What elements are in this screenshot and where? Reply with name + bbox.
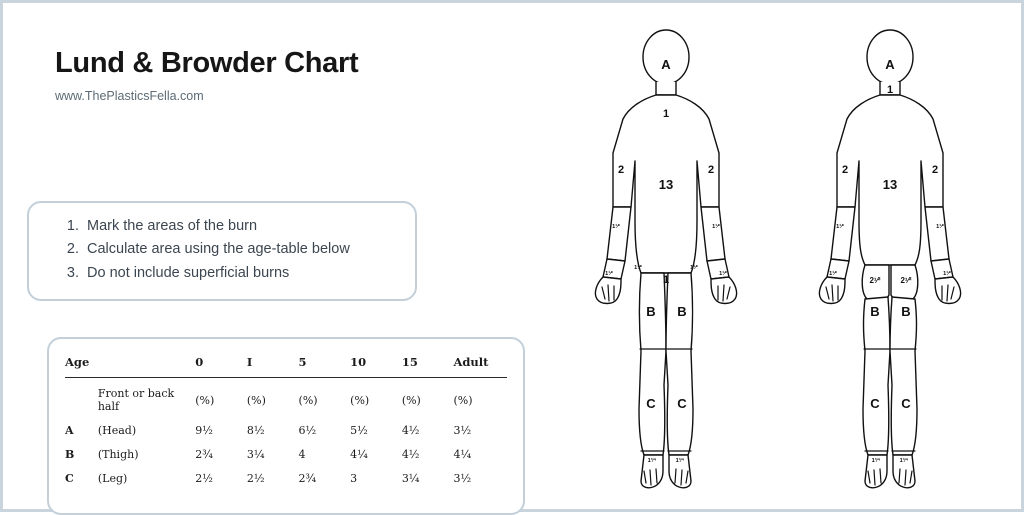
cell-value: 3¼ <box>246 448 265 461</box>
label-back-shoulder-right: 2 <box>931 164 939 176</box>
cell-value: 4½ <box>401 424 420 437</box>
cell-value: 4¼ <box>350 448 368 461</box>
age-table-panel <box>47 337 525 515</box>
label-back-neck: 1 <box>886 84 894 96</box>
label-back-leg-left: C <box>870 396 880 411</box>
table-row <box>65 467 507 491</box>
label-back-leg-right: C <box>901 396 911 411</box>
cell-value: (%) <box>350 393 370 407</box>
instruction-item: 2. Calculate area using the age-table below <box>83 238 397 261</box>
label-front-foot-right: 1³⁄⁴ <box>675 458 685 464</box>
cell-value: 3½ <box>453 424 472 437</box>
row-desc: (Head) <box>97 424 137 437</box>
cell-value: 3 <box>350 472 358 485</box>
posterior-body-diagram <box>819 30 960 488</box>
body-diagrams <box>551 11 1021 507</box>
row-label: B <box>65 448 75 461</box>
cell-value: (%) <box>453 393 473 407</box>
label-back-buttock-right: 2¹⁄² <box>900 276 912 285</box>
instruction-item: 1. Mark the areas of the burn <box>83 215 397 238</box>
label-back-shoulder-left: 2 <box>841 164 849 176</box>
label-back-head: A <box>885 57 895 72</box>
label-front-hand-right: 1¹⁄² <box>719 271 727 277</box>
age-percentage-table <box>65 353 507 491</box>
label-back-hand-right: 1¹⁄² <box>943 271 951 277</box>
label-back-trunk: 13 <box>882 177 898 192</box>
page-title: Lund & Browder Chart <box>55 47 359 79</box>
label-front-leg-right: C <box>677 396 687 411</box>
label-back-hand-left: 1¹⁄² <box>829 271 837 277</box>
label-front-foot-left: 1³⁄⁴ <box>647 458 657 464</box>
body-diagram-svg <box>551 11 1021 507</box>
title-block <box>55 47 358 103</box>
label-front-neck: 1 <box>662 108 670 120</box>
label-front-groin-right: 1¹⁄² <box>690 265 698 271</box>
label-back-thigh-right: B <box>901 304 911 319</box>
cell-value: 4¼ <box>453 448 472 461</box>
cell-value: (%) <box>401 393 421 407</box>
label-back-forearm-left: 1¹⁄² <box>836 224 844 230</box>
cell-value: (%) <box>298 393 318 407</box>
cell-value: 2½ <box>195 472 213 485</box>
col-header-15: 15 <box>402 353 454 378</box>
col-header-age: Age <box>65 353 98 378</box>
cell-value: 9½ <box>195 424 213 437</box>
label-front-shoulder-right: 2 <box>707 164 715 176</box>
cell-value: 4 <box>298 448 306 461</box>
row-desc: (Thigh) <box>97 448 139 461</box>
table-header-row <box>65 353 507 378</box>
instruction-item: 3. Do not include superficial burns <box>83 262 397 285</box>
col-header-adult: Adult <box>453 353 507 378</box>
row-label <box>65 378 98 419</box>
col-header-5: 5 <box>299 353 351 378</box>
cell-value: 4½ <box>401 448 420 461</box>
col-header-0: 0 <box>195 353 247 378</box>
cell-value: 2¾ <box>298 472 317 485</box>
label-front-trunk: 13 <box>658 177 674 192</box>
col-header-1: I <box>247 353 299 378</box>
label-front-forearm-left: 1¹⁄² <box>612 224 620 230</box>
row-label: A <box>65 424 74 437</box>
label-front-shoulder-left: 2 <box>617 164 625 176</box>
col-header-10: 10 <box>350 353 402 378</box>
site-url: www.ThePlasticsFella.com <box>55 89 204 103</box>
cell-value: 2½ <box>246 472 265 485</box>
label-front-groin-left: 1¹⁄² <box>634 265 642 271</box>
table-row <box>65 378 507 419</box>
cell-value: 3¼ <box>401 472 420 485</box>
label-back-buttock-left: 2¹⁄² <box>869 276 881 285</box>
label-back-forearm-right: 1¹⁄² <box>936 224 944 230</box>
col-header-blank <box>98 353 195 378</box>
instructions-panel <box>27 201 417 301</box>
label-front-genitals: 1 <box>662 274 670 286</box>
label-back-foot-right: 1³⁄⁴ <box>899 458 909 464</box>
row-desc: Front or back half <box>97 387 175 413</box>
cell-value: 5½ <box>350 424 368 437</box>
anterior-body-diagram <box>595 30 736 488</box>
label-front-hand-left: 1¹⁄² <box>605 271 613 277</box>
label-front-head: A <box>661 57 671 72</box>
cell-value: 2¾ <box>195 448 213 461</box>
cell-value: 8½ <box>246 424 265 437</box>
cell-value: 3½ <box>453 472 472 485</box>
row-label: C <box>65 472 74 485</box>
table-row <box>65 419 507 443</box>
table-row <box>65 443 507 467</box>
label-back-foot-left: 1³⁄⁴ <box>871 458 881 464</box>
row-desc: (Leg) <box>97 472 128 485</box>
cell-value: (%) <box>195 393 215 407</box>
cell-value: (%) <box>246 393 266 407</box>
label-front-thigh-right: B <box>677 304 687 319</box>
cell-value: 6½ <box>298 424 317 437</box>
label-back-thigh-left: B <box>870 304 880 319</box>
label-front-leg-left: C <box>646 396 656 411</box>
label-front-forearm-right: 1¹⁄² <box>712 224 720 230</box>
label-front-thigh-left: B <box>646 304 656 319</box>
